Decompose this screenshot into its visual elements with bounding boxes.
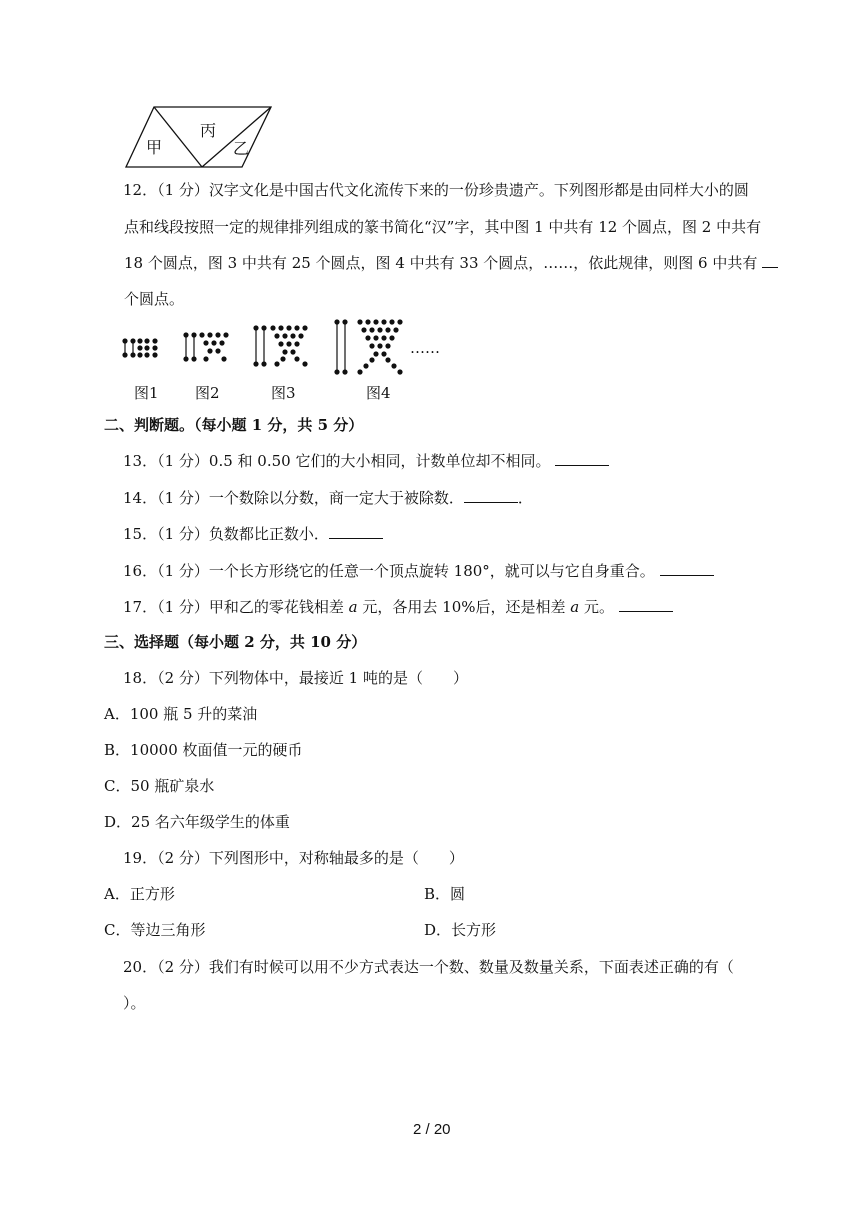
q19-option-a[interactable]: A．正方形 xyxy=(104,885,175,903)
q18-option-b[interactable]: B．10000 枚面值一元的硬币 xyxy=(104,741,303,759)
q14 xyxy=(123,488,533,508)
q14-tail: ． xyxy=(517,489,533,507)
q12-line2 xyxy=(124,217,761,237)
fig-label-4: 图4 xyxy=(366,384,391,402)
dot-figures-ellipsis: …… xyxy=(410,339,440,357)
q20-line1: 20．（2 分）我们有时候可以用不少方式表达一个数、数量及数量关系，下面表述正确的有（ xyxy=(123,958,734,976)
q17-var-a1: a xyxy=(348,598,358,616)
q12-line4: 个圆点。 xyxy=(124,290,185,308)
q16 xyxy=(123,561,714,581)
q20-line2: ）。 xyxy=(123,994,146,1012)
q18-option-a[interactable]: A．100 瓶 5 升的菜油 xyxy=(104,705,258,723)
section-3-title: 三、选择题（每小题 2 分，共 10 分） xyxy=(104,633,367,651)
q19-option-c[interactable]: C．等边三角形 xyxy=(104,921,206,939)
q12-line2-text: 点和线段按照一定的规律排列组成的篆书简化“汉”字，其中图 1 中共有 12 个圆点，图 2 中共有 xyxy=(124,218,762,236)
q16-text: 16．（1 分）一个长方形绕它的任意一个顶点旋转 180°，就可以与它自身重合。 xyxy=(123,562,655,580)
q14-answer-blank[interactable] xyxy=(464,488,518,503)
fig-label-1: 图1 xyxy=(134,384,159,402)
fig-label-2: 图2 xyxy=(195,384,220,402)
q15 xyxy=(123,524,383,544)
figure-label-yi: 乙 xyxy=(233,139,250,158)
q17-post: 元。 xyxy=(579,598,615,616)
q12-line1: 12．（1 分）汉字文化是中国古代文化流传下来的一份珍贵遗产。下列图形都是由同样大小的圆 xyxy=(123,181,749,199)
q17-answer-blank[interactable] xyxy=(619,597,673,612)
q18-option-c[interactable]: C．50 瓶矿泉水 xyxy=(104,777,215,795)
q12-answer-blank[interactable] xyxy=(762,253,778,268)
han-dot-figures xyxy=(120,318,450,380)
q13-answer-blank[interactable] xyxy=(555,451,609,466)
q12-line3 xyxy=(124,253,778,273)
figure-label-jia: 甲 xyxy=(146,138,163,157)
section-2-title: 二、判断题。（每小题 1 分，共 5 分） xyxy=(104,416,364,434)
q19-stem: 19．（2 分）下列图形中，对称轴最多的是（ ） xyxy=(123,849,464,867)
q17-pre: 17．（1 分）甲和乙的零花钱相差 xyxy=(123,598,349,616)
q18-option-d[interactable]: D．25 名六年级学生的体重 xyxy=(104,813,290,831)
q13 xyxy=(123,451,609,471)
q17-var-a2: a xyxy=(570,598,580,616)
q15-text: 15．（1 分）负数都比正数小． xyxy=(123,525,329,543)
q17-mid: 元，各用去 10%后，还是相差 xyxy=(357,598,571,616)
q19-option-b[interactable]: B．圆 xyxy=(424,885,466,903)
q14-text: 14．（1 分）一个数除以分数，商一定大于被除数． xyxy=(123,489,464,507)
q17 xyxy=(123,597,673,617)
q19-option-d[interactable]: D．长方形 xyxy=(424,921,497,939)
q18-stem: 18．（2 分）下列物体中，最接近 1 吨的是（ ） xyxy=(123,669,468,687)
fig-label-3: 图3 xyxy=(271,384,296,402)
q13-text: 13．（1 分）0.5 和 0.50 它们的大小相同，计数单位却不相同。 xyxy=(123,452,551,470)
q12-line3-text: 18 个圆点，图 3 中共有 25 个圆点，图 4 中共有 33 个圆点，……，依此规律，则图 6 中共有 xyxy=(124,254,758,272)
q15-answer-blank[interactable] xyxy=(329,524,383,539)
q16-answer-blank[interactable] xyxy=(660,561,714,576)
page-number: 2 / 20 xyxy=(413,1121,451,1138)
figure-label-bing: 丙 xyxy=(200,121,217,140)
